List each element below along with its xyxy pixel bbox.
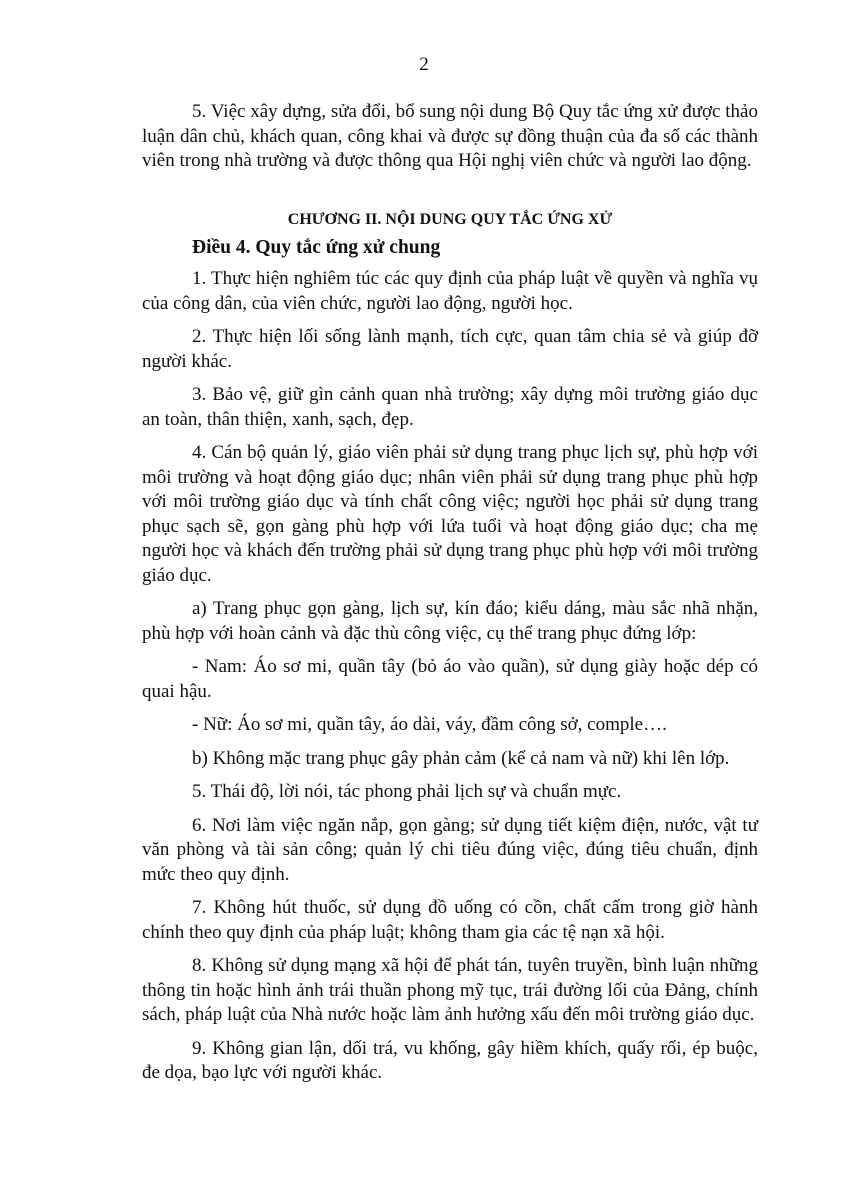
paragraph-item-9: 9. Không gian lận, dối trá, vu khống, gây hiềm khích, quấy rối, ép buộc, đe dọa, bạo lực với người khác. <box>142 1037 758 1083</box>
paragraph-item-4: 4. Cán bộ quản lý, giáo viên phải sử dụng trang phục lịch sự, phù hợp với môi trường và hoạt động giáo dục; nhân viên phải sử dụng trang phục phù hợp với môi trường giáo dục và tính chất công việc; người học phải sử dụng trang phục sạch sẽ, gọn gàng phù hợp với lứa tuổi và hoạt động giáo dục; cha mẹ người học và khách đến trường phải sử dụng trang phục phù hợp với môi trường giáo dục. <box>142 442 758 586</box>
paragraph-item-6: 6. Nơi làm việc ngăn nắp, gọn gàng; sử dụng tiết kiệm điện, nước, vật tư văn phòng và tài sản công; quản lý chi tiêu đúng việc, đúng tiêu chuẩn, định mức theo quy định. <box>142 814 758 885</box>
paragraph-item-3: 3. Bảo vệ, giữ gìn cảnh quan nhà trường; xây dựng môi trường giáo dục an toàn, thân thiện, xanh, sạch, đẹp. <box>142 384 758 430</box>
article-title: Điều 4. Quy tắc ứng xử chung <box>192 236 441 258</box>
paragraph-item-2: 2. Thực hiện lối sống lành mạnh, tích cực, quan tâm chia sẻ và giúp đỡ người khác. <box>142 326 758 372</box>
paragraph-female-attire: - Nữ: Áo sơ mi, quần tây, áo dài, váy, đầm công sở, comple…. <box>192 714 667 735</box>
document-body <box>142 100 758 1095</box>
chapter-title: CHƯƠNG II. NỘI DUNG QUY TẮC ỨNG XỬ <box>287 210 613 228</box>
paragraph-item-4a: a) Trang phục gọn gàng, lịch sự, kín đáo; kiểu dáng, màu sắc nhã nhặn, phù hợp với hoàn cảnh và đặc thù công việc, cụ thể trang phục đứng lớp: <box>142 598 758 644</box>
page-number: 2 <box>419 54 429 75</box>
paragraph-item-8: 8. Không sử dụng mạng xã hội để phát tán, tuyên truyền, bình luận những thông tin hoặc hình ảnh trái thuần phong mỹ tục, trái đường lối của Đảng, chính sách, pháp luật của Nhà nước hoặc làm ảnh hưởng xấu đến môi trường giáo dục. <box>142 955 758 1025</box>
paragraph-male-attire: - Nam: Áo sơ mi, quần tây (bỏ áo vào quần), sử dụng giày hoặc dép có quai hậu. <box>142 656 758 702</box>
paragraph-item-1: 1. Thực hiện nghiêm túc các quy định của pháp luật về quyền và nghĩa vụ của công dân, của viên chức, người lao động, người học. <box>142 268 758 314</box>
paragraph-item-7: 7. Không hút thuốc, sử dụng đồ uống có cồn, chất cấm trong giờ hành chính theo quy định của pháp luật; không tham gia các tệ nạn xã hội. <box>142 897 758 943</box>
paragraph-item-4b: b) Không mặc trang phục gây phản cảm (kể cả nam và nữ) khi lên lớp. <box>192 747 730 769</box>
paragraph-item-5: 5. Thái độ, lời nói, tác phong phải lịch sự và chuẩn mực. <box>192 781 622 802</box>
intro-paragraph: 5. Việc xây dựng, sửa đổi, bổ sung nội dung Bộ Quy tắc ứng xử được thảo luận dân chủ, khách quan, công khai và được sự đồng thuận của đa số các thành viên trong nhà trường và được thông qua Hội nghị viên chức và người lao động. <box>142 101 758 171</box>
